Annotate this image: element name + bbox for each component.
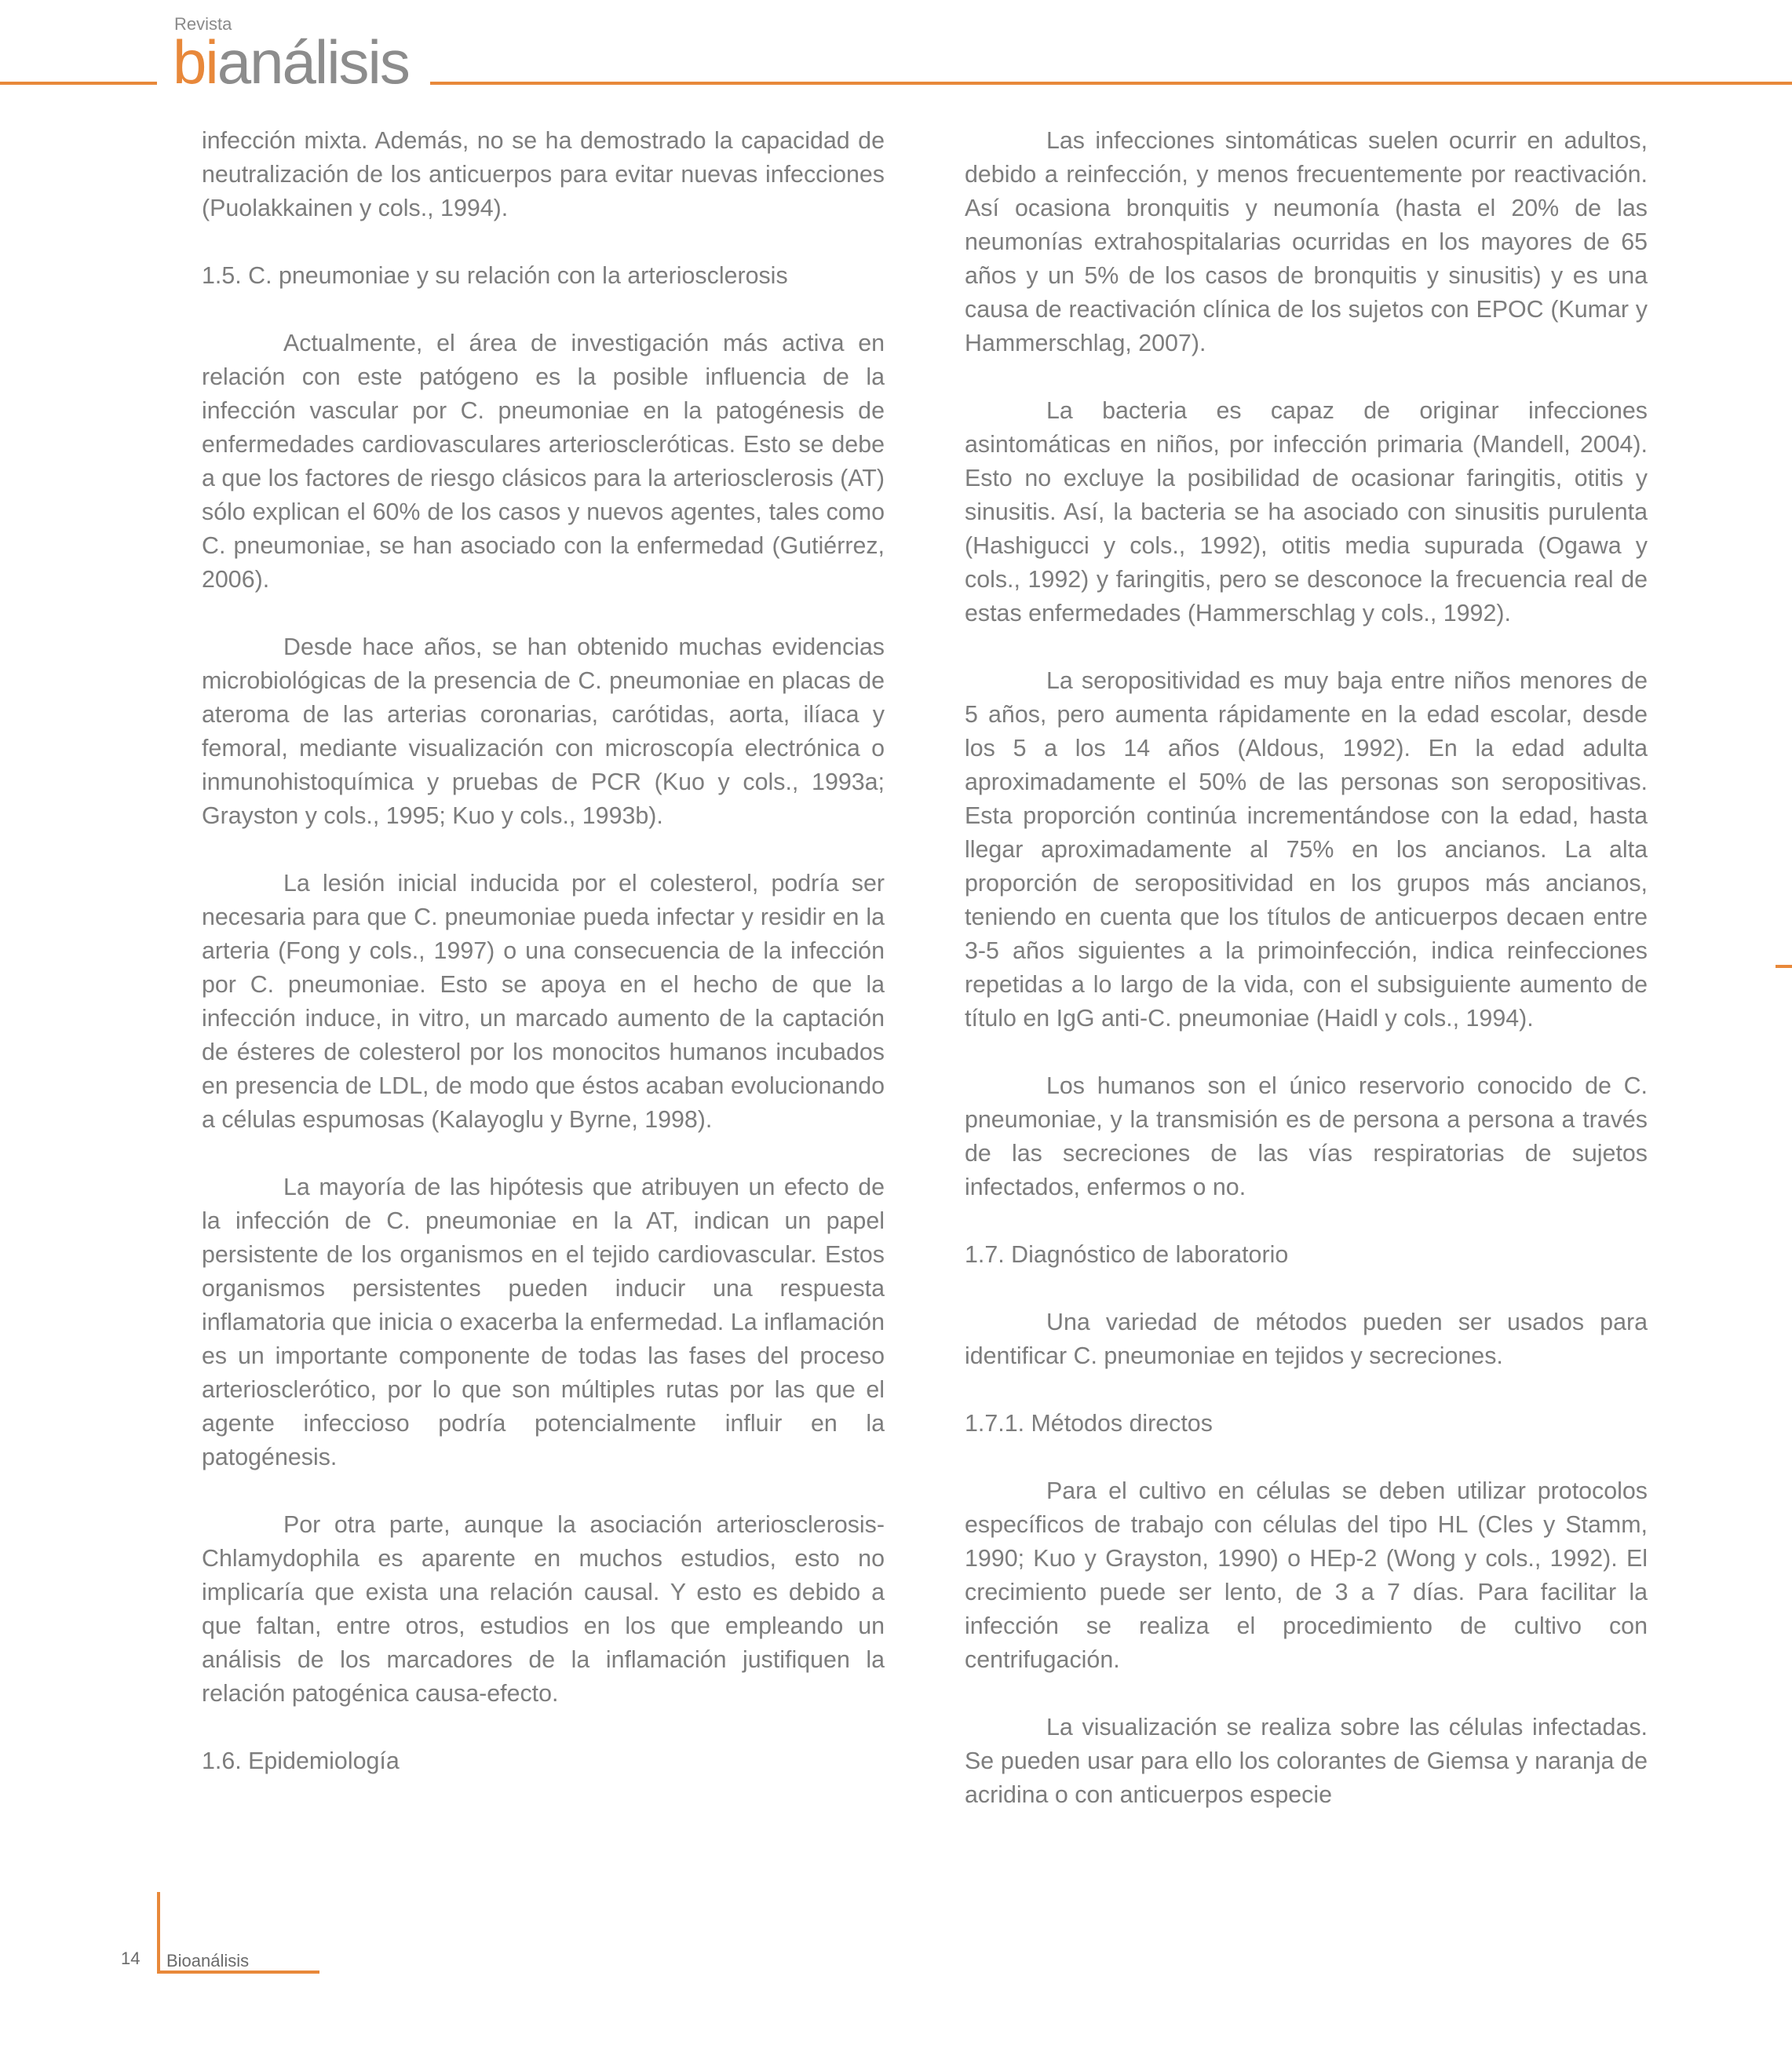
bioanalisis-logo (173, 27, 409, 97)
page-edge-marker (1776, 965, 1792, 968)
body-paragraph: Los humanos son el único reservorio conocido de C. pneumoniae, y la transmisión es de persona a persona a través de las secreciones de las vías respiratorias de sujetos infectados, enfermos o no. (965, 1072, 1648, 1200)
body-paragraph: La bacteria es capaz de originar infecciones asintomáticas en niños, por infección primaria (Mandell, 2004). Esto no excluye la posibilidad de ocasionar faringitis, otitis y sinusitis. Así, la bacteria se ha asociado con sinusitis purulenta (Hashigucci y cols., 1992), otitis media supurada (Ogawa y cols., 1992) y faringitis, pero se desconoce la frecuencia real de estas enfermedades (Hammerschlag y cols., 1992). (965, 397, 1648, 626)
section-heading: 1.6. Epidemiología (202, 1748, 400, 1774)
right-column (965, 124, 1648, 1846)
section-heading: 1.5. C. pneumoniae y su relación con la arteriosclerosis (202, 262, 788, 289)
footer-publication-name: Bioanálisis (166, 1951, 250, 1971)
footer-page-number: 14 (121, 1949, 141, 1968)
body-paragraph: Actualmente, el área de investigación más activa en relación con este patógeno es la posible influencia de la infección vascular por C. pneumoniae en la patogénesis de enfermedades cardiovasculares arterioscleróticas. Esto se debe a que los factores de riesgo clásicos para la arteriosclerosis (AT) sólo explican el 60% de los casos y nuevos agentes, tales como C. pneumoniae, se han asociado con la enfermedad (Gutiérrez, 2006). (202, 330, 885, 593)
body-paragraph: Para el cultivo en células se deben utilizar protocolos específicos de trabajo con células del tipo HL (Cles y Stamm, 1990; Kuo y Grayston, 1990) o HEp-2 (Wong y cols., 1992). El crecimiento puede ser lento, de 3 a 7 días. Para facilitar la infección se realiza el procedimiento de cultivo con centrifugación. (965, 1477, 1648, 1673)
left-column (202, 124, 885, 1812)
body-paragraph: Una variedad de métodos pueden ser usados para identificar C. pneumoniae en tejidos y secreciones. (965, 1309, 1648, 1369)
body-paragraph: La lesión inicial inducida por el colesterol, podría ser necesaria para que C. pneumoniae pueda infectar y residir en la arteria (Fong y cols., 1997) o una consecuencia de la infección por C. pneumoniae. Esto se apoya en el hecho de que la infección induce, in vitro, un marcado aumento de la captación de ésteres de colesterol por los monocitos humanos incubados en presencia de LDL, de modo que éstos acaban evolucionando a células espumosas (Kalayoglu y Byrne, 1998). (202, 870, 885, 1133)
section-heading: 1.7.1. Métodos directos (965, 1410, 1213, 1437)
header-rule-left (0, 82, 157, 85)
body-paragraph: Por otra parte, aunque la asociación arteriosclerosis-Chlamydophila es aparente en muchos estudios, esto no implicaría que exista una relación causal. Y esto es debido a que faltan, entre otros, estudios en los que empleando un análisis de los marcadores de la inflamación justifiquen la relación patogénica causa-efecto. (202, 1511, 885, 1707)
body-paragraph: La mayoría de las hipótesis que atribuyen un efecto de la infección de C. pneumoniae en la AT, indican un papel persistente de los organismos en el tejido cardiovascular. Estos organismos persistentes pueden inducir una respuesta inflamatoria que inicia o exacerba la enfermedad. La inflamación es un importante componente de todas las fases del proceso arteriosclerótico, por lo que son múltiples rutas por las que el agente infeccioso podría potencialmente influir en la patogénesis. (202, 1174, 885, 1470)
body-paragraph: La visualización se realiza sobre las células infectadas. Se pueden usar para ello los colorantes de Giemsa y naranja de acridina o con anticuerpos especie (965, 1714, 1648, 1808)
section-heading: 1.7. Diagnóstico de laboratorio (965, 1241, 1289, 1268)
body-paragraph: La seropositividad es muy baja entre niños menores de 5 años, pero aumenta rápidamente en la edad escolar, desde los 5 a los 14 años (Aldous, 1992). En la edad adulta aproximadamente el 50% de las personas son seropositivas. Esta proporción continúa incrementándose con la edad, hasta llegar aproximadamente al 75% en los ancianos. La alta proporción de seropositividad en los grupos más ancianos, teniendo en cuenta que los títulos de anticuerpos decaen entre 3-5 años siguientes a la primoinfección, indica reinfecciones repetidas a lo largo de la vida, con el subsiguiente aumento de título en IgG anti-C. pneumoniae (Haidl y cols., 1994). (965, 667, 1648, 1032)
footer-rule-vertical (157, 1892, 160, 1974)
logo-bi-text: bi (173, 27, 217, 97)
header-rule-right (430, 82, 1792, 85)
body-paragraph: Desde hace años, se han obtenido muchas evidencias microbiológicas de la presencia de C. pneumoniae en placas de ateroma de las arterias coronarias, carótidas, aorta, ilíaca y femoral, mediante visualización con microscopía electrónica o inmunohistoquímica y pruebas de PCR (Kuo y cols., 1993a; Grayston y cols., 1995; Kuo y cols., 1993b). (202, 634, 885, 829)
body-paragraph: infección mixta. Además, no se ha demostrado la capacidad de neutralización de los anticuerpos para evitar nuevas infecciones (Puolakkainen y cols., 1994). (202, 127, 885, 221)
body-paragraph: Las infecciones sintomáticas suelen ocurrir en adultos, debido a reinfección, y menos frecuentemente por reactivación. Así ocasiona bronquitis y neumonía (hasta el 20% de las neumonías extrahospitalarias ocurridas en los mayores de 65 años y un 5% de los casos de bronquitis y sinusitis) y es una causa de reactivación clínica de los sujetos con EPOC (Kumar y Hammerschlag, 2007). (965, 127, 1648, 356)
logo-rest-text: análisis (217, 27, 409, 97)
header-revista-label: Revista (174, 14, 232, 34)
